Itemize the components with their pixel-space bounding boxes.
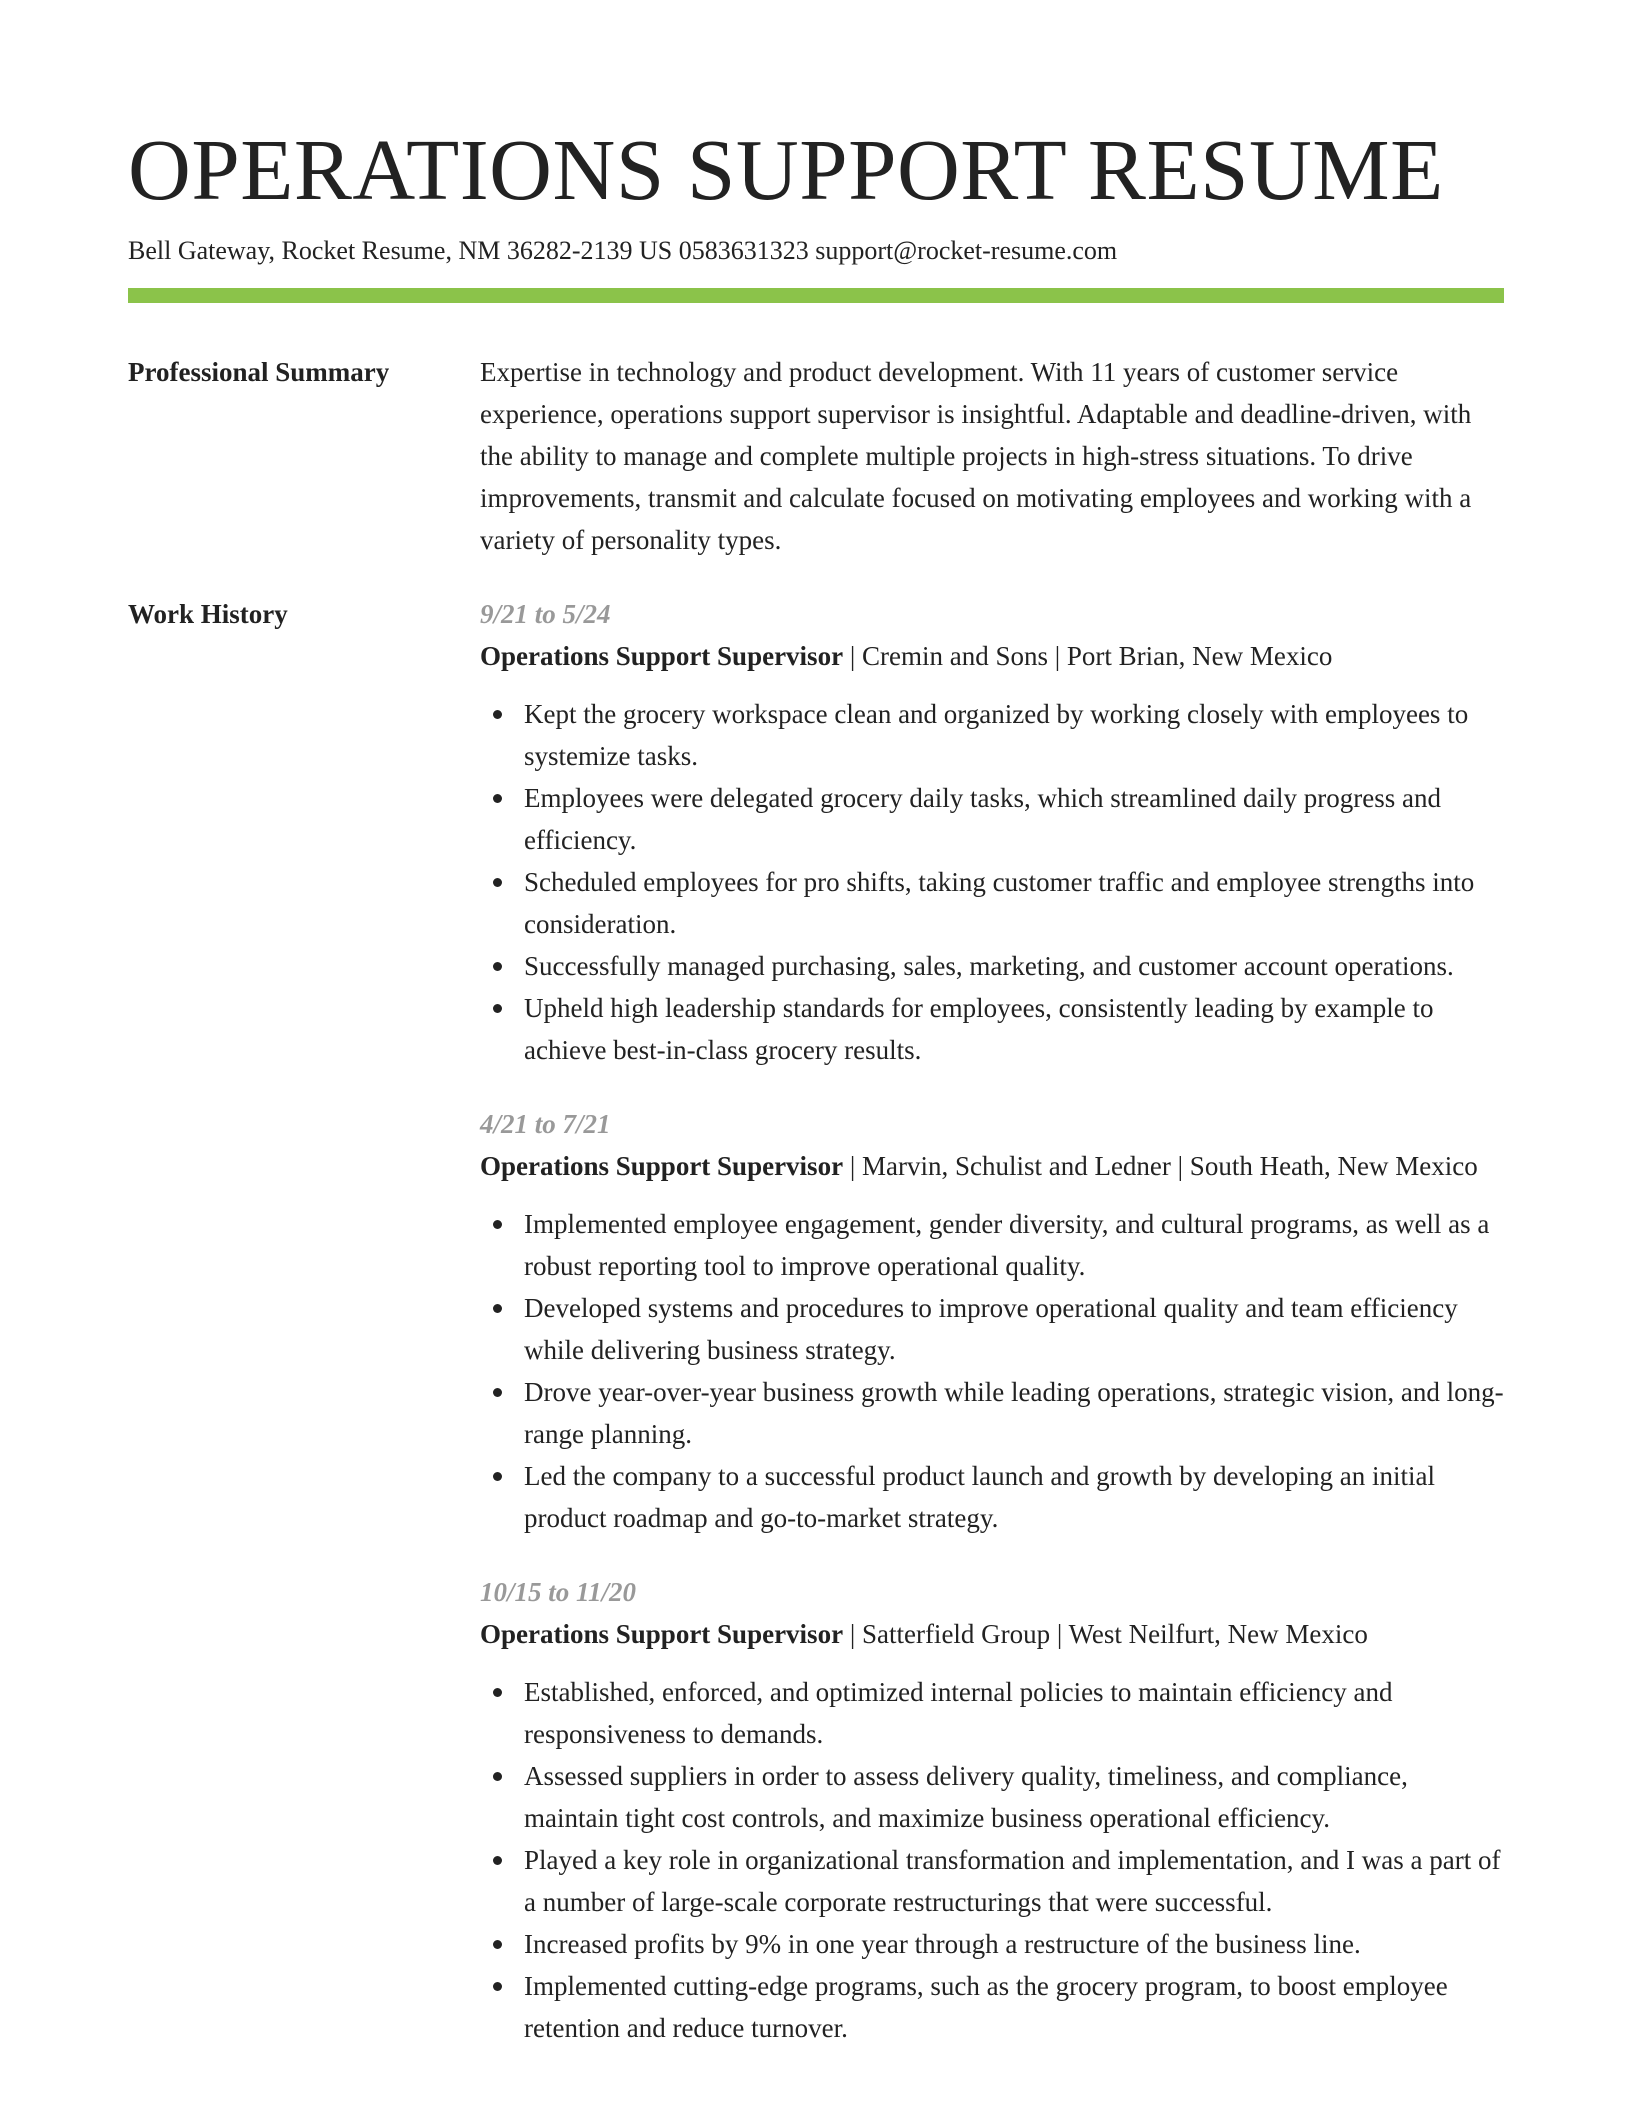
summary-text: Expertise in technology and product development. With 11 years of customer service experience, operations support supervisor is insightful. Adaptable and deadline-driven, with the ability to manage and complete multiple projects in high-stress situations. To drive improvements, transmit and calculate focused on motivating employees and working with a variety of personality types. [480,357,1472,555]
work-history-section [128,593,1504,2049]
bullet-text: Implemented cutting-edge programs, such as the grocery program, to boost employee retention and reduce turnover. [524,1971,1448,2043]
bullet-icon [493,962,502,971]
contact-line: Bell Gateway, Rocket Resume, NM 36282-2139 US 0583631323 support@rocket-resume.com [128,236,1118,265]
list-item [524,1965,1504,2049]
list-item [524,1455,1504,1539]
list-item [524,945,1504,987]
bullet-text: Assessed suppliers in order to assess delivery quality, timeliness, and compliance, maintain tight cost controls, and maximize business operational efficiency. [524,1761,1408,1833]
bullet-icon [493,1940,502,1949]
list-item [524,777,1504,861]
bullet-icon [493,1982,502,1991]
bullet-icon [493,710,502,719]
bullet-text: Played a key role in organizational transformation and implementation, and I was a part of a number of large-scale corporate restructurings that were successful. [524,1845,1501,1917]
list-item [524,1287,1504,1371]
list-item [524,1755,1504,1839]
job-title: Operations Support Supervisor [480,1619,844,1649]
bullet-text: Developed systems and procedures to improve operational quality and team efficiency while delivering business strategy. [524,1293,1458,1365]
section-label-summary: Professional Summary [128,357,390,387]
bullet-icon [493,1772,502,1781]
list-item [524,1839,1504,1923]
job-entry [480,1571,1504,2049]
job-company-location: | Satterfield Group | West Neilfurt, New Mexico [843,1619,1368,1649]
bullet-icon [493,1220,502,1229]
bullet-icon [493,794,502,803]
bullet-text: Drove year-over-year business growth while leading operations, strategic vision, and long-range planning. [524,1377,1504,1449]
job-heading [480,1613,1504,1655]
job-title: Operations Support Supervisor [480,1151,844,1181]
bullet-text: Kept the grocery workspace clean and organized by working closely with employees to systemize tasks. [524,699,1469,771]
resume-page [128,120,1504,2049]
list-item [524,987,1504,1071]
bullet-text: Implemented employee engagement, gender diversity, and cultural programs, as well as a robust reporting tool to improve operational quality. [524,1209,1490,1281]
job-bullet-list [480,1203,1504,1539]
job-entry [480,593,1504,1071]
bullet-text: Led the company to a successful product launch and growth by developing an initial product roadmap and go-to-market strategy. [524,1461,1435,1533]
bullet-icon [493,1688,502,1697]
bullet-text: Established, enforced, and optimized internal policies to maintain efficiency and responsiveness to demands. [524,1677,1393,1749]
list-item [524,1203,1504,1287]
bullet-icon [493,878,502,887]
list-item [524,693,1504,777]
bullet-text: Increased profits by 9% in one year through a restructure of the business line. [524,1929,1361,1959]
job-company-location: | Marvin, Schulist and Ledner | South Heath, New Mexico [843,1151,1478,1181]
bullet-icon [493,1304,502,1313]
job-heading [480,635,1504,677]
job-bullet-list [480,1671,1504,2049]
list-item [524,1923,1504,1965]
bullet-icon [493,1004,502,1013]
job-title: Operations Support Supervisor [480,641,844,671]
job-entry [480,1103,1504,1539]
job-list [480,593,1504,2049]
bullet-icon [493,1388,502,1397]
list-item [524,1371,1504,1455]
job-heading [480,1145,1504,1187]
job-dates: 4/21 to 7/21 [480,1109,611,1139]
professional-summary-section [128,351,1504,561]
job-company-location: | Cremin and Sons | Port Brian, New Mexico [843,641,1333,671]
bullet-icon [493,1472,502,1481]
bullet-text: Upheld high leadership standards for employees, consistently leading by example to achieve best-in-class grocery results. [524,993,1434,1065]
job-bullet-list [480,693,1504,1071]
job-dates: 10/15 to 11/20 [480,1577,637,1607]
bullet-text: Employees were delegated grocery daily tasks, which streamlined daily progress and efficiency. [524,783,1441,855]
resume-title: OPERATIONS SUPPORT RESUME [128,121,1444,218]
job-dates: 9/21 to 5/24 [480,599,611,629]
section-label-work-history: Work History [128,599,288,629]
bullet-text: Successfully managed purchasing, sales, marketing, and customer account operations. [524,951,1454,981]
list-item [524,1671,1504,1755]
header-divider [128,288,1504,303]
list-item [524,861,1504,945]
bullet-text: Scheduled employees for pro shifts, taking customer traffic and employee strengths into consideration. [524,867,1475,939]
bullet-icon [493,1856,502,1865]
